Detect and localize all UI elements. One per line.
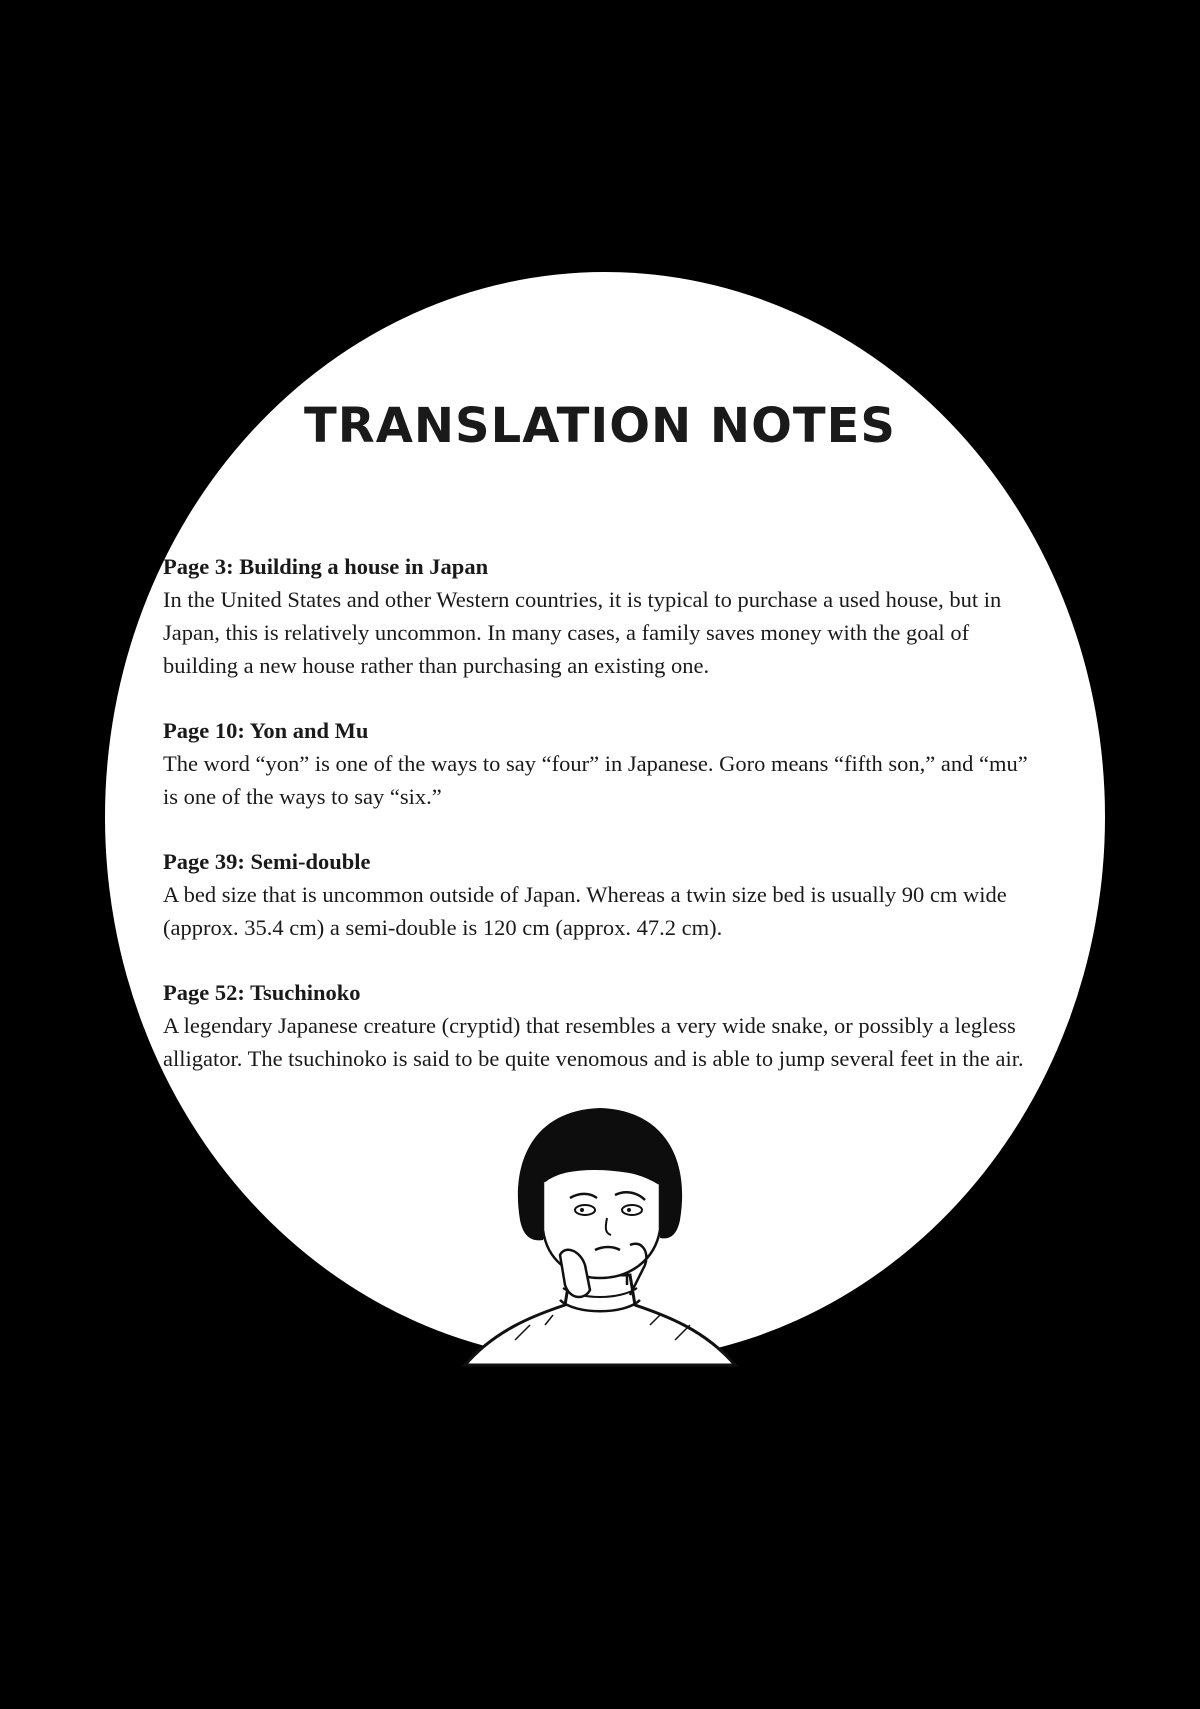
note-item	[163, 550, 1043, 682]
note-item	[163, 714, 1043, 813]
note-heading: Page 39: Semi-double	[163, 849, 371, 874]
note-body: A legendary Japanese creature (cryptid) that resembles a very wide snake, or possibly a legless alligator. The tsuchinoko is said to be quite venomous and is able to jump several feet in the air.	[163, 1013, 1024, 1071]
note-heading: Page 52: Tsuchinoko	[163, 980, 361, 1005]
note-item	[163, 976, 1043, 1075]
note-heading: Page 10: Yon and Mu	[163, 718, 369, 743]
note-heading: Page 3: Building a house in Japan	[163, 554, 489, 579]
thinking-woman-illustration	[455, 1100, 745, 1370]
note-item	[163, 845, 1043, 944]
note-body: A bed size that is uncommon outside of Japan. Whereas a twin size bed is usually 90 cm wide (approx. 35.4 cm) a semi-double is 120 cm (approx. 47.2 cm).	[163, 882, 1007, 940]
translation-notes-list	[163, 550, 1043, 1107]
note-body: The word “yon” is one of the ways to say “four” in Japanese. Goro means “fifth son,” and “mu” is one of the ways to say “six.”	[163, 751, 1028, 809]
note-body: In the United States and other Western countries, it is typical to purchase a used house, but in Japan, this is relatively uncommon. In many cases, a family saves money with the goal of building a new house rather than purchasing an existing one.	[163, 587, 1002, 678]
page-title: TRANSLATION NOTES	[304, 398, 896, 454]
